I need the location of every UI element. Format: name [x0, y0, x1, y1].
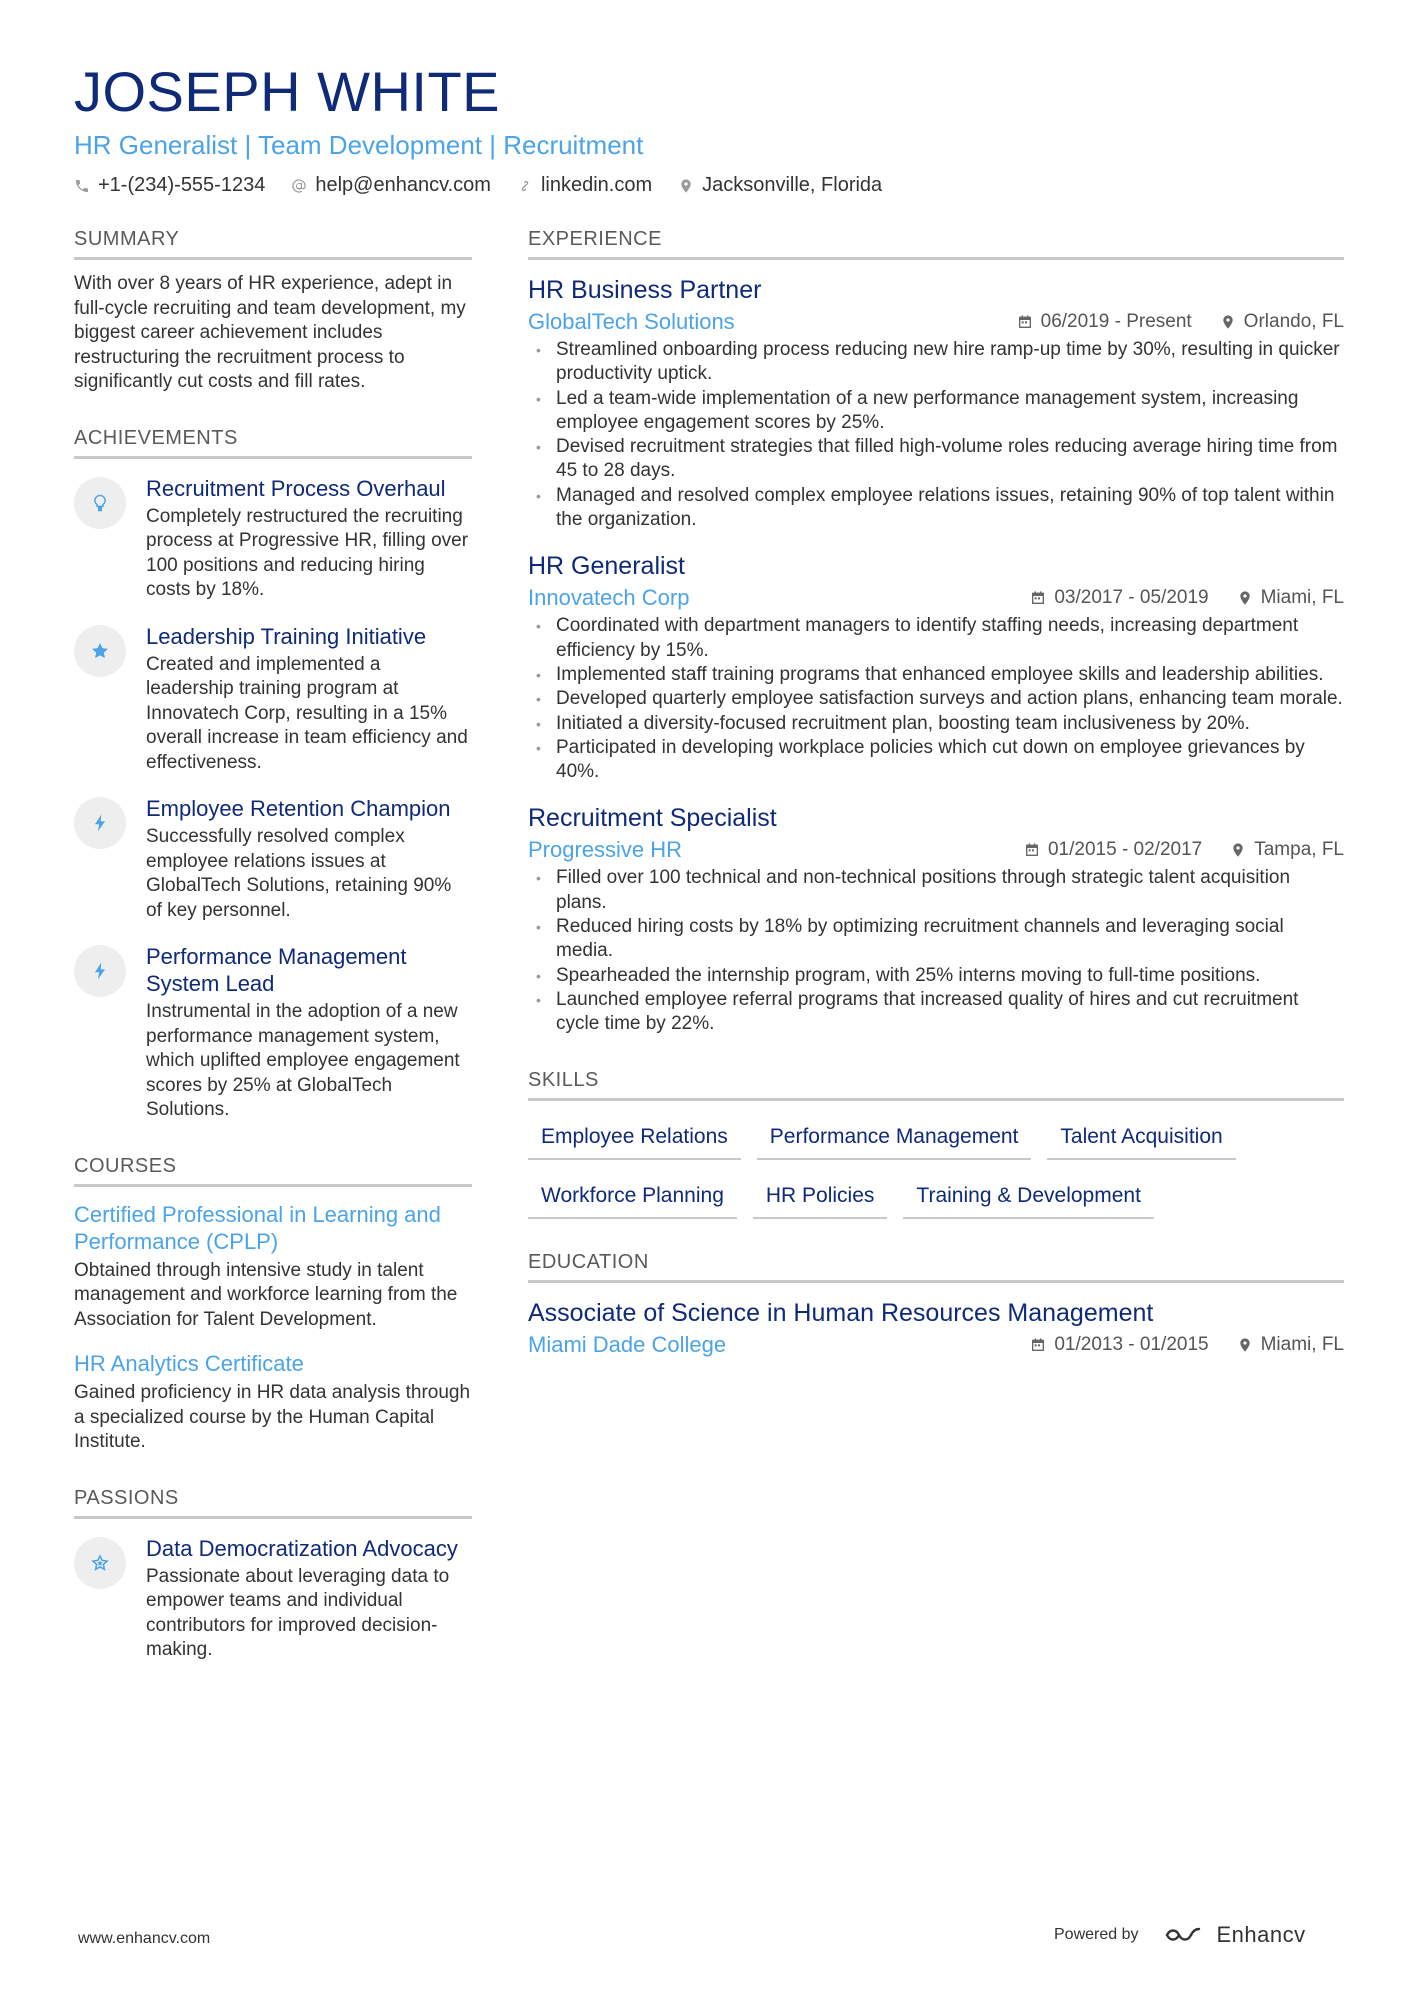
job-dates [1017, 311, 1192, 333]
job-bullets [528, 866, 1344, 1036]
course-title: HR Analytics Certificate [74, 1351, 304, 1376]
achievement-item [74, 943, 472, 1123]
courses-title: COURSES [74, 1155, 472, 1187]
resume-header [74, 60, 1344, 197]
brand-name: Enhancv [1216, 1922, 1306, 1947]
candidate-subtitle: HR Generalist | Team Development | Recruitment [74, 130, 644, 160]
job-bullets [528, 338, 1344, 532]
job-dates [1030, 587, 1208, 609]
course-text: Gained proficiency in HR data analysis through a specialized course by the Human Capital Institute. [74, 1382, 471, 1452]
education-meta [528, 1331, 1344, 1359]
skills-title: SKILLS [528, 1069, 1344, 1101]
passions-title: PASSIONS [74, 1487, 472, 1519]
job-entry [528, 274, 1344, 532]
map-pin-icon [1237, 590, 1253, 606]
contact-email[interactable] [291, 174, 491, 197]
job-company: GlobalTech Solutions [528, 309, 735, 334]
job-bullet: • Streamlined onboarding process reducing new hire ramp-up time by 30%, resulting in quicker productivity uptick. [528, 338, 1344, 387]
course-item [74, 1350, 472, 1455]
passions-list [74, 1535, 472, 1663]
job-bullet: • Devised recruitment strategies that filled high-volume roles reducing average hiring time from 45 to 28 days. [528, 435, 1344, 484]
job-location-text: Orlando, FL [1243, 311, 1344, 332]
job-bullet: • Launched employee referral programs that increased quality of hires and cut recruitment cycle time by 22%. [528, 988, 1344, 1037]
education-dates [1030, 1334, 1208, 1356]
achievement-item [74, 475, 472, 603]
map-pin-icon [1230, 842, 1246, 858]
job-company: Progressive HR [528, 837, 683, 863]
education-school: Miami Dade College [528, 1331, 727, 1357]
job-bullet: • Participated in developing workplace policies which cut down on employee grievances by 40%. [528, 736, 1344, 785]
summary-title: SUMMARY [74, 228, 472, 260]
star-outline-icon [74, 1537, 126, 1589]
right-column [528, 228, 1344, 1391]
job-dates-text: 06/2019 - Present [1040, 311, 1192, 332]
achievement-title: Employee Retention Champion [146, 796, 451, 821]
passion-text: Passionate about leveraging data to empower teams and individual contributors for improved decision-making. [146, 1565, 450, 1660]
skill-tag: Talent Acquisition [1047, 1119, 1235, 1160]
job-location [1230, 839, 1344, 861]
achievement-title: Leadership Training Initiative [146, 623, 427, 649]
job-bullet: • Implemented staff training programs that enhanced employee skills and leadership abilities. [528, 663, 1344, 687]
job-entry [528, 550, 1344, 784]
contact-linkedin[interactable] [517, 174, 652, 197]
calendar-icon [1017, 314, 1033, 330]
left-column [74, 228, 472, 1695]
calendar-icon [1030, 590, 1046, 606]
education-location [1237, 1334, 1344, 1356]
job-location [1220, 311, 1344, 333]
calendar-icon [1024, 842, 1040, 858]
link-icon [517, 178, 533, 194]
education-dates-text: 01/2013 - 01/2015 [1054, 1333, 1209, 1355]
bolt-icon [74, 797, 126, 849]
achievement-text: Completely restructured the recruiting process at Progressive HR, filling over 100 positions and reducing hiring costs by 18%. [146, 505, 469, 600]
achievements-section [74, 427, 472, 1123]
job-company: Innovatech Corp [528, 585, 690, 611]
email-text: help@enhancv.com [315, 174, 491, 196]
achievement-title: Performance Management System Lead [146, 944, 407, 996]
skill-tag: Performance Management [757, 1119, 1032, 1160]
job-bullet: • Led a team-wide implementation of a new performance management system, increasing employee engagement scores by 25%. [528, 387, 1344, 436]
map-pin-icon [678, 178, 694, 194]
achievement-text: Successfully resolved complex employee relations issues at GlobalTech Solutions, retaining 90% of key personnel. [146, 826, 452, 921]
experience-title: EXPERIENCE [528, 228, 1344, 260]
courses-section [74, 1155, 472, 1455]
job-bullet: • Spearheaded the internship program, with 25% interns moving to full-time positions. [528, 964, 1344, 988]
map-pin-icon [1237, 1337, 1253, 1353]
achievement-item [74, 623, 472, 776]
bolt-icon [74, 945, 126, 997]
job-dates-text: 01/2015 - 02/2017 [1047, 839, 1203, 861]
passions-section [74, 1487, 472, 1663]
experience-section [528, 228, 1344, 1037]
linkedin-text: linkedin.com [540, 174, 653, 196]
education-degree: Associate of Science in Human Resources Management [528, 1298, 1154, 1327]
job-title: HR Business Partner [528, 276, 762, 304]
job-location-text: Tampa, FL [1254, 839, 1344, 861]
achievement-item [74, 795, 472, 923]
footer-powered [1054, 1922, 1306, 1948]
skill-tag: Training & Development [903, 1178, 1154, 1219]
lightbulb-icon [74, 477, 126, 529]
job-bullet: • Managed and resolved complex employee relations issues, retaining 90% of top talent within the organization. [528, 484, 1344, 533]
job-entry [528, 802, 1344, 1036]
achievement-text: Created and implemented a leadership training program at Innovatech Corp, resulting in a 15% overall increase in team efficiency and effectiveness. [146, 653, 468, 773]
course-text: Obtained through intensive study in talent management and workforce learning from the Association for Talent Development. [74, 1259, 458, 1330]
contact-location [678, 174, 882, 197]
phone-text: +1-(234)-555-1234 [98, 174, 266, 196]
summary-text: With over 8 years of HR experience, adept in full-cycle recruiting and team development, my biggest career achievement includes restructuring the recruitment process to significantly cut costs and fill rates. [74, 273, 466, 392]
enhancv-logo-icon [1163, 1923, 1209, 1947]
skill-tag: Employee Relations [528, 1119, 741, 1160]
job-meta [528, 584, 1344, 612]
job-meta [528, 836, 1344, 864]
brand-logo[interactable] [1163, 1922, 1306, 1948]
job-location [1237, 587, 1344, 609]
course-title: Certified Professional in Learning and Performance (CPLP) [74, 1201, 441, 1254]
course-item [74, 1201, 472, 1333]
education-entry [528, 1297, 1344, 1359]
job-title: Recruitment Specialist [528, 804, 777, 833]
at-icon [291, 178, 307, 194]
calendar-icon [1030, 1337, 1046, 1353]
phone-icon [74, 178, 90, 194]
achievements-list [74, 475, 472, 1123]
skill-tag: HR Policies [753, 1178, 888, 1219]
job-bullet: • Reduced hiring costs by 18% by optimizing recruitment channels and leveraging social media. [528, 915, 1344, 964]
job-bullet: • Filled over 100 technical and non-technical positions through strategic talent acquisition plans. [528, 866, 1344, 915]
skill-tag: Workforce Planning [528, 1178, 737, 1219]
achievement-title: Recruitment Process Overhaul [146, 475, 446, 501]
skills-list [528, 1119, 1344, 1219]
job-meta [528, 308, 1344, 336]
education-location-text: Miami, FL [1260, 1333, 1344, 1355]
passion-item [74, 1535, 472, 1663]
job-bullet: • Developed quarterly employee satisfaction surveys and action plans, enhancing team morale. [528, 687, 1344, 711]
contact-phone [74, 174, 265, 197]
contact-row [74, 174, 1344, 197]
job-bullets [528, 614, 1344, 784]
candidate-name: JOSEPH WHITE [74, 60, 501, 123]
job-bullet: • Coordinated with department managers to identify staffing needs, increasing department efficiency by 15%. [528, 614, 1344, 663]
achievement-text: Instrumental in the adoption of a new performance management system, which uplifted employee engagement scores by 25% at GlobalTech Solutions. [146, 1001, 460, 1120]
job-bullet: • Initiated a diversity-focused recruitment plan, boosting team inclusiveness by 20%. [528, 712, 1344, 736]
powered-by-text: Powered by [1054, 1926, 1139, 1943]
achievements-title: ACHIEVEMENTS [74, 427, 472, 459]
location-text: Jacksonville, Florida [702, 174, 883, 196]
star-icon [74, 625, 126, 677]
map-pin-icon [1220, 314, 1236, 330]
job-dates-text: 03/2017 - 05/2019 [1054, 587, 1209, 609]
skills-section [528, 1069, 1344, 1219]
job-location-text: Miami, FL [1260, 587, 1344, 609]
job-dates [1024, 839, 1202, 861]
footer-website[interactable]: www.enhancv.com [78, 1930, 211, 1947]
summary-section [74, 228, 472, 395]
job-title: HR Generalist [528, 552, 685, 581]
education-title: EDUCATION [528, 1251, 1344, 1283]
passion-title: Data Democratization Advocacy [146, 1535, 458, 1561]
education-section [528, 1251, 1344, 1359]
